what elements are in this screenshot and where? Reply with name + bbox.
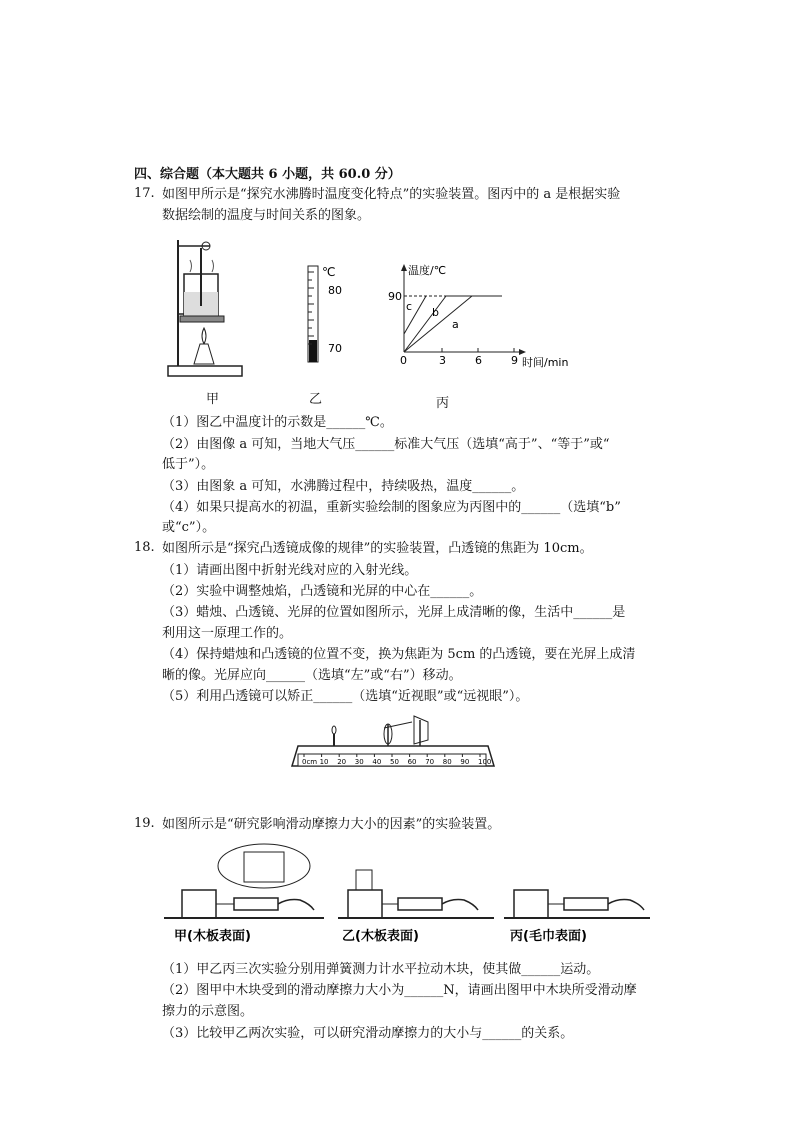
q18-part5: （5）利用凸透镜可以矫正______（选填“近视眼”或“远视眼”）。 bbox=[162, 689, 529, 704]
figure-jia-apparatus bbox=[166, 234, 246, 382]
figure-optical-bench bbox=[288, 714, 498, 772]
q18-part3: （3）蜡烛、凸透镜、光屏的位置如图所示，光屏上成清晰的像，生活中______是 bbox=[162, 605, 626, 620]
section-title: 四、综合题（本大题共 6 小题，共 60.0 分） bbox=[134, 167, 401, 182]
q18-part4-cont: 晰的像。光屏应向______（选填“左”或“右”）移动。 bbox=[162, 668, 462, 683]
thermo-70: 70 bbox=[328, 342, 342, 355]
graph-ylabel: 温度/℃ bbox=[408, 264, 447, 277]
label-bing: 丙 bbox=[436, 396, 450, 411]
q18-stem: 如图所示是“探究凸透镜成像的规律”的实验装置，凸透镜的焦距为 10cm。 bbox=[162, 541, 593, 556]
ruler-tick-label: 0cm bbox=[302, 758, 318, 766]
q17-part1: （1）图乙中温度计的示数是______℃。 bbox=[162, 415, 393, 430]
graph-xlabel: 时间/min bbox=[522, 356, 569, 369]
ruler-tick-label: 100 bbox=[478, 758, 492, 766]
q18-part3-cont: 利用这一原理工作的。 bbox=[162, 626, 293, 641]
graph-x3: 3 bbox=[439, 354, 446, 367]
q17-number: 17. bbox=[134, 186, 155, 201]
ruler-tick-label: 30 bbox=[354, 758, 364, 766]
graph-label-a: a bbox=[452, 318, 459, 331]
figure-friction bbox=[164, 840, 650, 950]
q19-number: 19. bbox=[134, 816, 155, 831]
ruler-tick-label: 50 bbox=[390, 758, 399, 766]
q19-part2-cont: 擦力的示意图。 bbox=[162, 1004, 254, 1019]
q17-stem-line2: 数据绘制的温度与时间关系的图象。 bbox=[162, 208, 371, 223]
graph-label-b: b bbox=[432, 306, 439, 319]
q19-part2: （2）图甲中木块受到的滑动摩擦力大小为______N，请画出图甲中木块所受滑动摩 bbox=[162, 983, 637, 998]
q17-part2-cont: 低于”）。 bbox=[162, 457, 215, 472]
label-jia: 甲 bbox=[206, 392, 220, 407]
q19-part3: （3）比较甲乙两次实验，可以研究滑动摩擦力的大小与______的关系。 bbox=[162, 1026, 574, 1041]
figure-bing-graph bbox=[386, 262, 576, 372]
q18-part4: （4）保持蜡烛和凸透镜的位置不变，换为焦距为 5cm 的凸透镜，要在光屏上成清 bbox=[162, 647, 636, 662]
label-yi: 乙 bbox=[309, 392, 323, 407]
thermo-80: 80 bbox=[328, 284, 342, 297]
ruler-tick-label: 70 bbox=[425, 758, 435, 766]
q19-part1: （1）甲乙丙三次实验分别用弹簧测力计水平拉动木块，使其做______运动。 bbox=[162, 962, 600, 977]
ruler-tick-label: 90 bbox=[460, 758, 470, 766]
q17-part4-cont: 或“c”）。 bbox=[162, 520, 216, 535]
graph-x9: 9 bbox=[511, 354, 518, 367]
q18-part2: （2）实验中调整烛焰，凸透镜和光屏的中心在______。 bbox=[162, 584, 483, 599]
graph-x6: 6 bbox=[475, 354, 482, 367]
graph-label-c: c bbox=[406, 300, 413, 313]
q17-part2: （2）由图像 a 可知，当地大气压______标准大气压（选填“高于”、“等于”或“ bbox=[162, 437, 610, 452]
caption-bing: 丙(毛巾表面) bbox=[510, 929, 587, 944]
q17-stem-line1: 如图甲所示是“探究水沸腾时温度变化特点”的实验装置。图丙中的 a 是根据实验 bbox=[162, 187, 621, 202]
figure-yi-thermometer bbox=[296, 262, 356, 372]
thermo-unit: ℃ bbox=[322, 265, 336, 279]
ruler-tick-label: 60 bbox=[407, 758, 417, 766]
q18-part1: （1）请画出图中折射光线对应的入射光线。 bbox=[162, 563, 418, 578]
caption-jia: 甲(木板表面) bbox=[174, 929, 251, 944]
q18-number: 18. bbox=[134, 540, 155, 555]
ruler-tick-label: 20 bbox=[337, 758, 347, 766]
ruler-tick-label: 40 bbox=[372, 758, 382, 766]
ruler-tick-label: 10 bbox=[319, 758, 329, 766]
ruler-tick-label: 80 bbox=[442, 758, 452, 766]
q19-stem: 如图所示是“研究影响滑动摩擦力大小的因素”的实验装置。 bbox=[162, 817, 501, 832]
graph-x0: 0 bbox=[400, 354, 407, 367]
caption-yi: 乙(木板表面) bbox=[342, 929, 419, 944]
q17-part4: （4）如果只提高水的初温，重新实验绘制的图象应为丙图中的______（选填“b” bbox=[162, 500, 621, 515]
graph-y90: 90 bbox=[388, 290, 402, 303]
q17-part3: （3）由图象 a 可知，水沸腾过程中，持续吸热，温度______。 bbox=[162, 479, 525, 494]
